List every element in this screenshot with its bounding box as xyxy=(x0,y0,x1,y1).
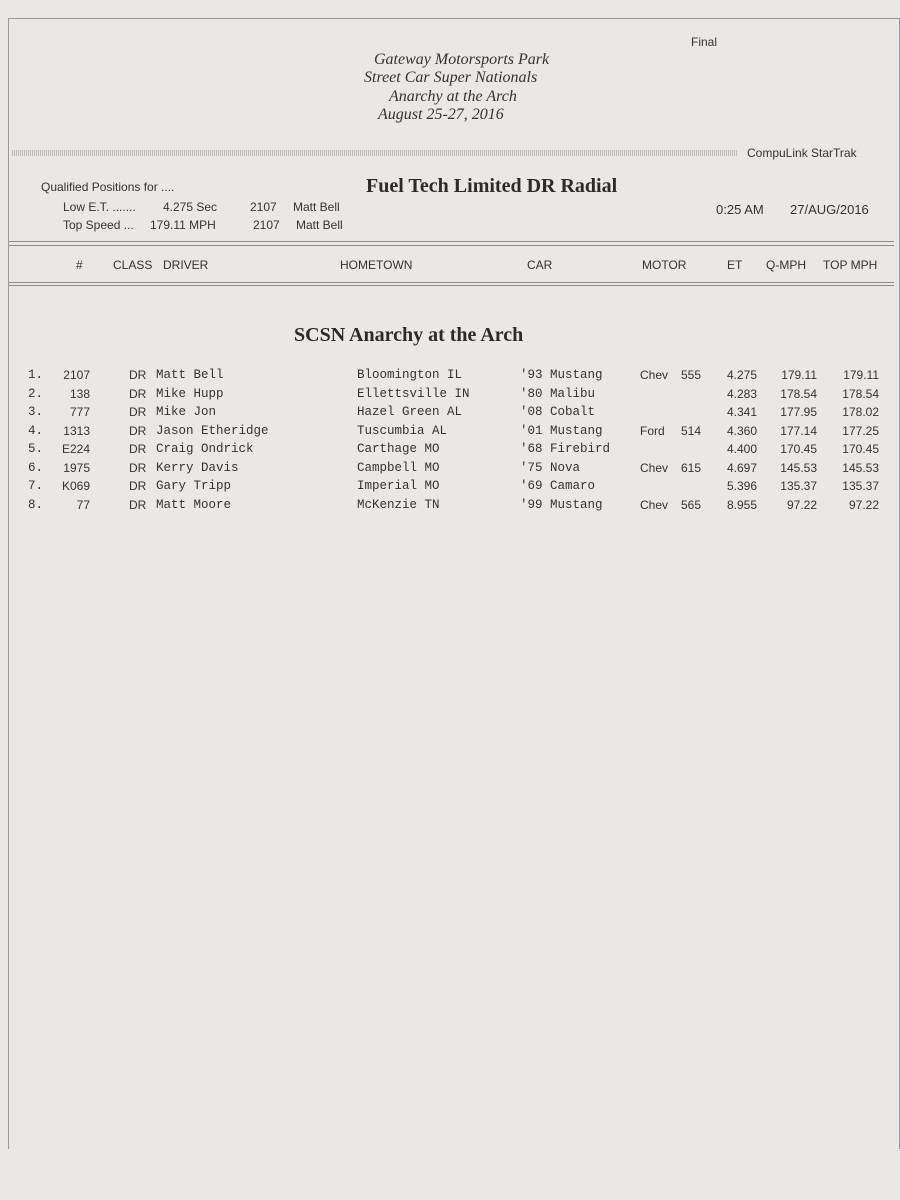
cell-motor-make: Chev xyxy=(640,497,669,512)
divider-line xyxy=(9,282,894,283)
top-speed-label: Top Speed ... xyxy=(63,218,134,232)
top-speed-value: 179.11 MPH xyxy=(150,218,216,232)
table-row xyxy=(0,368,900,386)
cell-class: DR xyxy=(129,386,147,401)
cell-motor-make: Chev xyxy=(640,460,669,475)
cell-topmph: 178.54 xyxy=(842,386,879,401)
cell-hometown: Ellettsville IN xyxy=(357,386,470,401)
cell-qmph: 177.14 xyxy=(780,423,817,438)
cell-hometown: McKenzie TN xyxy=(357,497,440,512)
cell-position: 8. xyxy=(28,497,44,512)
cell-driver: Jason Etheridge xyxy=(156,423,269,438)
cell-class: DR xyxy=(129,368,147,382)
cell-motor-cid: 514 xyxy=(681,423,702,438)
cell-hometown: Bloomington IL xyxy=(357,368,463,382)
cell-hometown: Imperial MO xyxy=(357,479,440,493)
table-row xyxy=(0,405,900,423)
cell-hometown: Tuscumbia AL xyxy=(357,423,448,438)
cell-number: 138 xyxy=(69,386,90,401)
cell-topmph: 177.25 xyxy=(842,423,879,438)
cell-car: '68 Firebird xyxy=(520,442,611,456)
cell-topmph: 170.45 xyxy=(842,442,879,456)
series-name: Street Car Super Nationals xyxy=(364,69,538,86)
table-row xyxy=(0,479,900,497)
cell-position: 2. xyxy=(28,386,44,401)
cell-qmph: 97.22 xyxy=(786,497,817,512)
cell-class: DR xyxy=(129,405,147,419)
cell-position: 6. xyxy=(28,460,44,475)
cell-qmph: 179.11 xyxy=(781,368,817,382)
table-row xyxy=(0,442,900,460)
cell-car: '69 Camaro xyxy=(520,479,596,493)
divider-line xyxy=(9,245,894,246)
cell-class: DR xyxy=(129,460,147,475)
cell-qmph: 135.37 xyxy=(780,479,817,493)
cell-et: 4.400 xyxy=(726,442,757,456)
column-header-class: CLASS xyxy=(113,258,153,272)
qualified-label: Qualified Positions for .... xyxy=(41,180,175,194)
cell-position: 1. xyxy=(28,368,44,382)
cell-qmph: 145.53 xyxy=(780,460,817,475)
column-header-topmph: TOP MPH xyxy=(823,258,878,272)
column-header-hometown: HOMETOWN xyxy=(340,258,413,272)
cell-hometown: Hazel Green AL xyxy=(357,405,463,419)
table-row xyxy=(0,461,900,479)
cell-driver: Matt Moore xyxy=(156,497,232,512)
top-speed-number: 2107 xyxy=(253,218,280,232)
divider-line xyxy=(9,241,894,242)
cell-motor-make: Ford xyxy=(640,423,665,438)
top-speed-driver: Matt Bell xyxy=(296,218,343,232)
cell-et: 8.955 xyxy=(726,497,757,512)
cell-topmph: 97.22 xyxy=(848,497,879,512)
cell-position: 3. xyxy=(28,405,44,419)
column-header-et: ET xyxy=(727,258,743,272)
cell-driver: Matt Bell xyxy=(156,368,224,382)
column-header-qmph: Q-MPH xyxy=(766,258,806,272)
table-row xyxy=(0,424,900,442)
column-header-driver: DRIVER xyxy=(163,258,209,272)
section-title: SCSN Anarchy at the Arch xyxy=(294,324,524,346)
cell-number: 77 xyxy=(76,497,90,512)
venue-name: Gateway Motorsports Park xyxy=(374,51,550,68)
cell-position: 5. xyxy=(28,442,44,456)
cell-et: 4.341 xyxy=(726,405,757,419)
cell-driver: Gary Tripp xyxy=(156,479,232,493)
cell-car: '80 Malibu xyxy=(520,386,596,401)
cell-car: '99 Mustang xyxy=(520,497,603,512)
cell-et: 4.275 xyxy=(726,368,757,382)
cell-topmph: 178.02 xyxy=(842,405,879,419)
cell-position: 4. xyxy=(28,423,44,438)
cell-motor-cid: 565 xyxy=(681,497,702,512)
cell-topmph: 179.11 xyxy=(843,368,879,382)
low-et-driver: Matt Bell xyxy=(293,200,340,214)
cell-position: 7. xyxy=(28,479,44,493)
low-et-value: 4.275 Sec xyxy=(163,200,218,214)
cell-number: 1313 xyxy=(63,423,90,438)
cell-topmph: 145.53 xyxy=(842,460,879,475)
table-row xyxy=(0,498,900,516)
event-name: Anarchy at the Arch xyxy=(389,88,517,105)
column-header-num: # xyxy=(76,258,83,272)
cell-driver: Mike Hupp xyxy=(156,386,224,401)
cell-number: 777 xyxy=(69,405,90,419)
cell-number: 2107 xyxy=(63,368,90,382)
divider-line xyxy=(9,285,894,286)
cell-driver: Mike Jon xyxy=(156,405,217,419)
cell-motor-cid: 615 xyxy=(681,460,702,475)
cell-number: 1975 xyxy=(63,460,90,475)
software-label: CompuLink StarTrak xyxy=(747,146,857,160)
cell-qmph: 170.45 xyxy=(780,442,817,456)
cell-et: 5.396 xyxy=(726,479,757,493)
table-row xyxy=(0,387,900,405)
cell-et: 4.283 xyxy=(726,386,757,401)
cell-number: K069 xyxy=(61,479,90,493)
cell-et: 4.697 xyxy=(726,460,757,475)
cell-number: E224 xyxy=(61,442,90,456)
class-title: Fuel Tech Limited DR Radial xyxy=(366,175,618,197)
status-label: Final xyxy=(691,35,718,49)
cell-class: DR xyxy=(129,423,147,438)
cell-class: DR xyxy=(129,442,147,456)
header-hatch-divider xyxy=(12,150,737,156)
cell-motor-make: Chev xyxy=(640,368,669,382)
cell-hometown: Campbell MO xyxy=(357,460,440,475)
low-et-label: Low E.T. ....... xyxy=(63,200,136,214)
low-et-number: 2107 xyxy=(250,200,277,214)
cell-topmph: 135.37 xyxy=(842,479,879,493)
cell-qmph: 177.95 xyxy=(780,405,817,419)
cell-car: '01 Mustang xyxy=(520,423,603,438)
cell-class: DR xyxy=(129,497,147,512)
column-header-car: CAR xyxy=(527,258,553,272)
print-date: 27/AUG/2016 xyxy=(790,202,869,217)
print-time: 0:25 AM xyxy=(716,202,764,217)
column-header-motor: MOTOR xyxy=(642,258,687,272)
cell-car: '93 Mustang xyxy=(520,368,603,382)
cell-driver: Craig Ondrick xyxy=(156,442,254,456)
cell-car: '08 Cobalt xyxy=(520,405,596,419)
cell-qmph: 178.54 xyxy=(780,386,817,401)
cell-class: DR xyxy=(129,479,147,493)
cell-et: 4.360 xyxy=(726,423,757,438)
cell-hometown: Carthage MO xyxy=(357,442,440,456)
cell-motor-cid: 555 xyxy=(681,368,702,382)
cell-driver: Kerry Davis xyxy=(156,460,239,475)
event-dates: August 25-27, 2016 xyxy=(378,106,504,123)
cell-car: '75 Nova xyxy=(520,460,581,475)
